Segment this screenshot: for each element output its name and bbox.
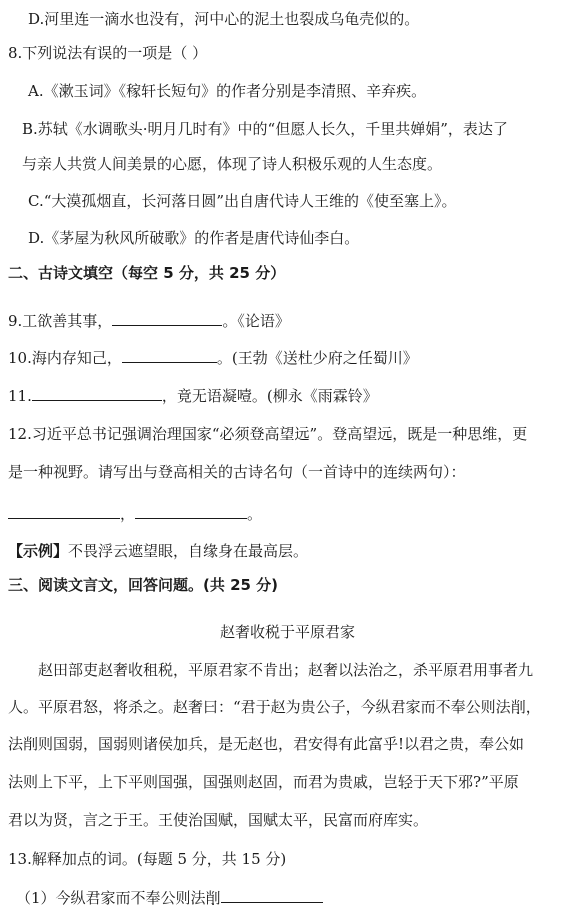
q12-period: 。 bbox=[247, 505, 263, 523]
q8-option-b-line1: B.苏轼《水调歌头·明月几时有》中的“但愿人长久，千里共婵娟”，表达了 bbox=[22, 120, 508, 138]
dotted-word-jia: 加 bbox=[173, 735, 189, 753]
passage-line2 bbox=[8, 696, 541, 718]
q13-item1-answer-blank[interactable] bbox=[221, 886, 323, 903]
q10 bbox=[8, 346, 418, 369]
q8-option-d: D.《茅屋为秋风所破歌》的作者是唐代诗仙李白。 bbox=[28, 229, 360, 247]
passage-title: 赵奢收税于平原君家 bbox=[219, 623, 355, 641]
q9-answer-blank[interactable] bbox=[112, 309, 222, 326]
q11-answer-blank[interactable] bbox=[32, 384, 162, 401]
passage-line2-end: ， bbox=[525, 698, 541, 716]
q12-line2: 是一种视野。请写出与登高相关的古诗名句（一首诗中的连续两句）： bbox=[8, 463, 466, 481]
q8-option-b-line2: 与亲人共赏人间美景的心愿，体现了诗人积极乐观的人生态度。 bbox=[22, 155, 443, 173]
q9-prefix: 9.工欲善其事， bbox=[8, 312, 113, 330]
q9-suffix: 。《论语》 bbox=[222, 312, 290, 330]
passage-line4-a: 法则上下平，上下平则国强，国强则赵固，而君为贵戚，岂 bbox=[8, 773, 399, 791]
passage-line3-a: 法削则国弱，国弱则诸侯 bbox=[8, 735, 174, 753]
passage-line4-b: 于天下邪?”平原 bbox=[413, 773, 519, 791]
q11-prefix: 11. bbox=[8, 387, 32, 405]
q13-item1 bbox=[16, 886, 323, 909]
q13-stem: 13.解释加点的词。(每题 5 分，共 15 分) bbox=[8, 850, 287, 868]
q12-example bbox=[8, 540, 308, 562]
passage-line2-text: 人。平原君怒，将杀之。赵奢曰：“君于赵为贵公子，今纵君家而不奉公则法 bbox=[8, 698, 511, 716]
q12-comma: ， bbox=[120, 505, 136, 523]
passage-line1: 赵田部吏赵奢收租税，平原君家不肯出；赵奢以法治之，杀平原君用事者九 bbox=[38, 661, 534, 679]
q13-item1-text: （1）今纵君家而不奉公则法 bbox=[16, 889, 206, 907]
q11-suffix: ，竟无语凝噎。(柳永《雨霖铃》 bbox=[161, 387, 378, 405]
q12-answer-blank-2[interactable] bbox=[135, 502, 247, 519]
q11 bbox=[8, 384, 378, 407]
dotted-word-xiao: 削 bbox=[510, 698, 526, 716]
example-text: 不畏浮云遮望眼，自缘身在最高层。 bbox=[68, 542, 309, 560]
section2-heading: 二、古诗文填空（每空 5 分，共 25 分） bbox=[8, 264, 286, 282]
q9 bbox=[8, 309, 290, 332]
passage-line3 bbox=[8, 733, 524, 755]
q12-blanks bbox=[8, 502, 262, 525]
q8-option-a: A.《漱玉词》《稼轩长短句》的作者分别是李清照、辛弃疾。 bbox=[28, 82, 427, 100]
passage-line5: 君以为贤，言之于王。王使治国赋，国赋太平，民富而府库实。 bbox=[8, 811, 429, 829]
q8-option-c: C.“大漠孤烟直，长河落日圆”出自唐代诗人王维的《使至塞上》。 bbox=[28, 192, 457, 210]
q8-stem: 8.下列说法有误的一项是（ ） bbox=[8, 44, 208, 62]
q7-option-d: D.河里连一滴水也没有，河中心的泥土也裂成乌龟壳似的。 bbox=[28, 10, 420, 28]
q10-prefix: 10.海内存知己， bbox=[8, 349, 122, 367]
q10-answer-blank[interactable] bbox=[122, 346, 217, 363]
passage-line4 bbox=[8, 771, 519, 793]
example-tag: 【示例】 bbox=[8, 542, 69, 560]
passage-line3-b: 兵，是无赵也，君安得有此富乎!以君之贵，奉公如 bbox=[188, 735, 525, 753]
dotted-word-qing: 轻 bbox=[398, 773, 414, 791]
q12-answer-blank-1[interactable] bbox=[8, 502, 120, 519]
dotted-word-xiao-2: 削 bbox=[205, 889, 221, 907]
q12-line1: 12.习近平总书记强调治理国家“必须登高望远”。登高望远，既是一种思维，更 bbox=[8, 425, 528, 443]
q10-suffix: 。(王勃《送杜少府之任蜀川》 bbox=[216, 349, 418, 367]
section3-heading: 三、阅读文言文，回答问题。(共 25 分) bbox=[8, 576, 279, 594]
